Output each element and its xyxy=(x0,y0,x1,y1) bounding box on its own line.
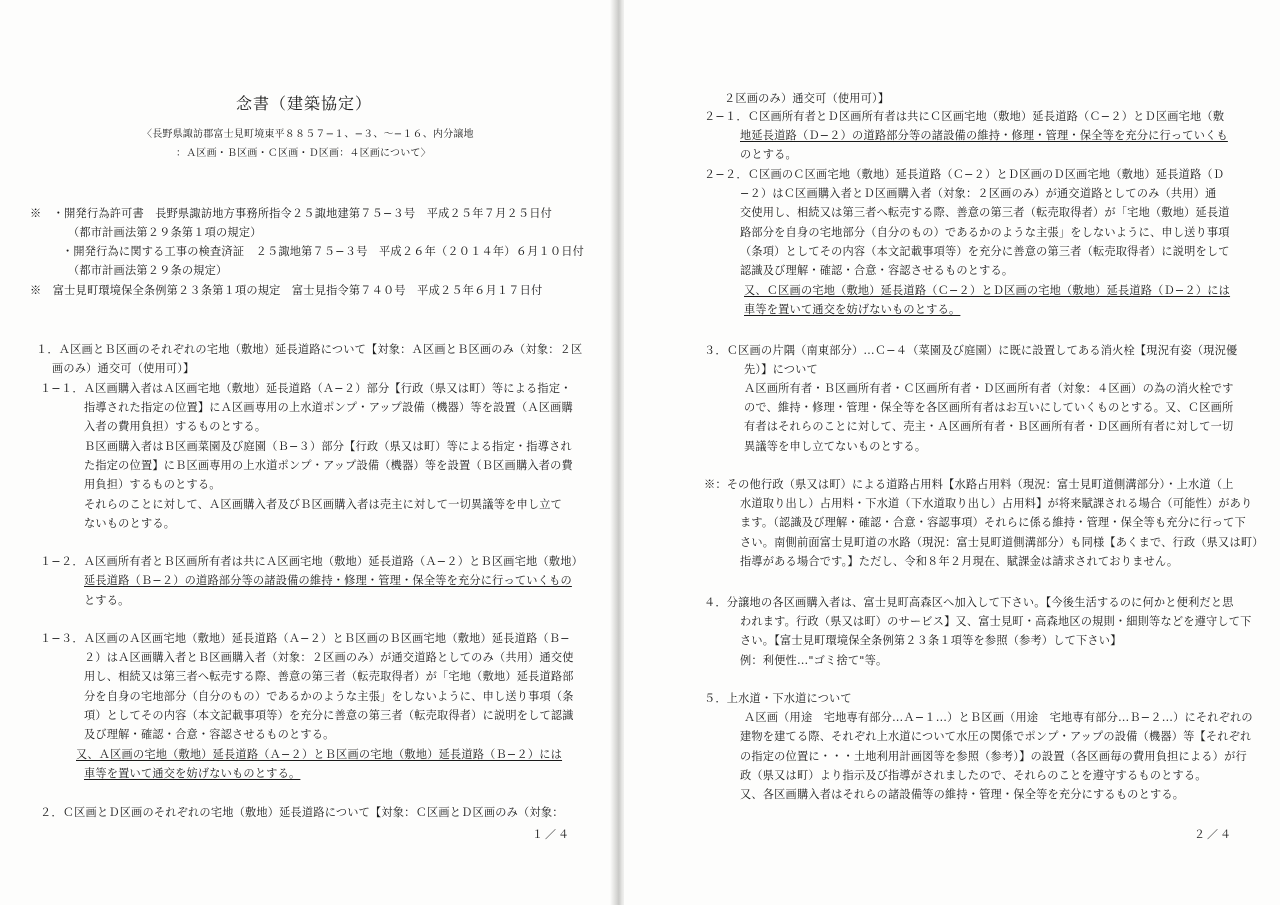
section-5-line: の指定の位置に・・・土地利用計画図等を参照（参考）】の設置（各区画毎の費用負担による）が行 xyxy=(740,750,1247,763)
section-1-3-line: 分を自身の宅地部分（自分のもの）であるかのような主張」をしないように、申し送り事項（条 xyxy=(84,690,574,703)
document-page-1 xyxy=(0,0,612,905)
section-1-1-line: それらのことに対して、Ａ区画購入者及びＢ区画購入者は売主に対して一切異議等を申し立て xyxy=(84,498,563,511)
section-1-1-line: ないものとする。 xyxy=(84,517,176,530)
section-1-2-line: とする。 xyxy=(84,594,130,607)
document-page-2 xyxy=(624,0,1280,905)
page-number: １／４ xyxy=(532,828,571,841)
section-3-line: ３．Ｃ区画の片隅（南東部分）…Ｃ−４（菜園及び庭園）に既に設置してある消火栓【現況有姿（現況優 xyxy=(704,344,1238,357)
section-1-1-line: 用負担）するものとする。 xyxy=(84,478,221,491)
section-1-1-line: 指導された指定の位置】にＡ区画専用の上水道ポンプ・アップ設備（機器）等を設置（Ａ区画購 xyxy=(84,401,573,414)
section-2-heading: ２．Ｃ区画とＤ区画のそれぞれの宅地（敷地）延長道路について【対象：Ｃ区画とＤ区画のみ（対象： xyxy=(40,806,564,819)
section-3-line: ので、維持・修理・管理・保全等を各区画所有者はお互いにしていくものとする。又、Ｃ区画所 xyxy=(744,401,1234,414)
section-1-3-line: 車等を置いて通交を妨げないものとする。 xyxy=(84,767,301,780)
section-1-1-line: 入者の費用負担）するものとする。 xyxy=(84,420,267,433)
section-1-2-line: 延長道路（Ｂ−２）の道路部分等の諸設備の維持・修理・管理・保全等を充分に行っていくもの xyxy=(84,574,572,587)
note-2-line: さい。南側前面富士見町道の水路（現況：富士見町道側溝部分）も同様【あくまで、行政（県又は町） xyxy=(740,536,1264,549)
section-4-line: ４．分譲地の各区画購入者は、富士見町高森区へ加入して下さい。【今後生活するのに何かと便利だと思 xyxy=(704,596,1234,609)
section-1-1-line: Ｂ区画購入者はＢ区画菜園及び庭園（Ｂ−３）部分【行政（県又は町）等による指定・指導され xyxy=(84,440,572,453)
section-5-line: 政（県又は町）より指示及び指導がされましたので、それらのことを遵守するものとする。 xyxy=(740,769,1207,782)
note-2-line: ※：その他行政（県又は町）による道路占用料【水路占用料（現況：富士見町道側溝部分）・上水道（上 xyxy=(704,478,1234,491)
note-line: （都市計画法第２９条の規定） xyxy=(68,264,228,277)
subtitle-line-2: ：Ａ区画・Ｂ区画・Ｃ区画・Ｄ区画：４区画について〉 xyxy=(176,148,431,159)
note-line: ※ 富士見町環境保全条例第２３条第１項の規定 富士見指令第７４０号 平成２５年６月１７日付 xyxy=(30,284,543,297)
section-3-line: 先）】について xyxy=(744,363,818,376)
section-2-2-line: （条項）としてその内容（本文記載事項等）を充分に善意の第三者（転売取得者）に説明をして xyxy=(740,245,1230,258)
section-4-line: われます。行政（県又は町）のサービス】又、富士見町・高森地区の規則・細則等などを遵守して下 xyxy=(740,615,1252,628)
section-5-line: ５．上水道・下水道について xyxy=(704,692,852,705)
section-2-2-line: 交使用し、相続又は第三者へ転売する際、善意の第三者（転売取得者）が「宅地（敷地）延長道 xyxy=(740,206,1230,219)
note-2-line: ます。（認識及び理解・確認・合意・容認事項）それらに係る維持・管理・保全等も充分に行って下 xyxy=(740,516,1246,529)
section-3-line: 異議等を申し立てないものとする。 xyxy=(744,440,927,453)
section-2-1-line: ２−１．Ｃ区画所有者とＤ区画所有者は共にＣ区画宅地（敷地）延長道路（Ｃ−２）とＤ区画宅地（敷 xyxy=(704,110,1225,123)
note-line: ・開発行為に関する工事の検査済証 ２５諏地第７５−３号 平成２６年（２０１４年）６月１０日付 xyxy=(62,245,585,258)
note-2-line: 指導がある場合です。】ただし、令和８年２月現在、賦課金は請求されておりません。 xyxy=(740,555,1179,568)
section-2-2-line: 車等を置いて通交を妨げないものとする。 xyxy=(744,303,961,316)
section-2-2-line: 認識及び理解・確認・合意・容認させるものとする。 xyxy=(740,264,1014,277)
section-2-2-line: 又、Ｃ区画の宅地（敷地）延長道路（Ｃ−２）とＤ区画の宅地（敷地）延長道路（Ｄ−２）には xyxy=(744,284,1231,297)
section-5-line: 又、各区画購入者はそれらの諸設備等の維持・管理・保全等を充分にするものとする。 xyxy=(740,788,1185,801)
section-2-2-line: ２−２．Ｃ区画のＣ区画宅地（敷地）延長道路（Ｃ−２）とＤ区画のＤ区画宅地（敷地）延長道路（Ｄ xyxy=(704,168,1225,181)
section-3-line: 有者はそれらのことに対して、売主・Ａ区画所有者・Ｂ区画所有者・Ｄ区画所有者に対して一切 xyxy=(744,420,1234,433)
section-1-1-line: １−１．Ａ区画購入者はＡ区画宅地（敷地）延長道路（Ａ−２）部分【行政（県又は町）等による指定・ xyxy=(40,382,572,395)
section-1-heading: １．Ａ区画とＢ区画のそれぞれの宅地（敷地）延長道路について【対象：Ａ区画とＢ区画のみ（対象：２区 xyxy=(36,343,583,356)
section-2-2-line: −２）はＣ区画購入者とＤ区画購入者（対象：２区画のみ）が通交道路としてのみ（共用）通 xyxy=(740,187,1217,200)
note-line: ※ ・開発行為許可書 長野県諏訪地方事務所指令２５諏地建第７５−３号 平成２５年７月２５日付 xyxy=(30,207,553,220)
note-2-line: 水道取り出し）占用料・下水道（下水道取り出し）占用料】が将来賦課される場合（可能性）があり xyxy=(740,497,1253,510)
subtitle-line-1: 〈長野県諏訪郡富士見町境東平８８５７−１、−３、〜−１６、内分譲地 xyxy=(142,129,474,140)
section-1-3-line: 又、Ａ区画の宅地（敷地）延長道路（Ａ−２）とＢ区画の宅地（敷地）延長道路（Ｂ−２）には xyxy=(76,748,563,761)
section-1-3-line: １−３．Ａ区画のＡ区画宅地（敷地）延長道路（Ａ−２）とＢ区画のＢ区画宅地（敷地）延長道路（Ｂ− xyxy=(40,632,570,645)
section-2-1-line: 地延長道路（Ｄ−２）の道路部分等の諸設備の維持・修理・管理・保全等を充分に行っていくも xyxy=(740,129,1228,142)
section-5-line: Ａ区画（用途 宅地専有部分…Ａ−１…）とＢ区画（用途 宅地専有部分…Ｂ−２…）にそれぞれの xyxy=(744,711,1253,724)
section-1-1-line: た指定の位置】にＢ区画専用の上水道ポンプ・アップ設備（機器）等を設置（Ｂ区画購入者の費 xyxy=(84,459,573,472)
continued-heading: ２区画のみ）通交可（使用可）】 xyxy=(724,92,890,105)
section-1-2-line: １−２．Ａ区画所有者とＢ区画所有者は共にＡ区画宅地（敷地）延長道路（Ａ−２）とＢ区画宅地（敷地） xyxy=(40,555,583,568)
section-1-heading: 画のみ）通交可（使用可）】 xyxy=(52,362,195,375)
section-4-line: 例：利便性…"ゴミ捨て"等。 xyxy=(740,654,888,667)
section-1-3-line: ２）はＡ区画購入者とＢ区画購入者（対象：２区画のみ）が通交道路としてのみ（共用）通交使 xyxy=(84,651,574,664)
section-5-line: 建物を建てる際、それぞれ上水道について水圧の関係でポンプ・アップの設備（機器）等【それぞれ xyxy=(740,730,1252,743)
note-line: （都市計画法第２９条第１項の規定） xyxy=(68,226,262,239)
section-1-3-line: 用し、相続又は第三者へ転売する際、善意の第三者（転売取得者）が「宅地（敷地）延長道路部 xyxy=(84,670,574,683)
section-3-line: Ａ区画所有者・Ｂ区画所有者・Ｃ区画所有者・Ｄ区画所有者（対象：４区画）の為の消火栓です xyxy=(744,382,1234,395)
page-number: ２／４ xyxy=(1194,828,1233,841)
section-2-1-line: のとする。 xyxy=(740,148,797,161)
document-title: 念書（建築協定） xyxy=(236,94,373,113)
section-2-2-line: 路部分を自身の宅地部分（自分のもの）であるかのような主張」をしないように、申し送り事項 xyxy=(740,226,1230,239)
section-1-3-line: 項）としてその内容（本文記載事項等）を充分に善意の第三者（転売取得者）に説明をして認識 xyxy=(84,709,574,722)
section-1-3-line: 及び理解・確認・合意・容認させるものとする。 xyxy=(84,728,335,741)
section-4-line: さい。【富士見町環境保全条例第２３条１項等を参照（参考）して下さい】 xyxy=(740,634,1122,647)
